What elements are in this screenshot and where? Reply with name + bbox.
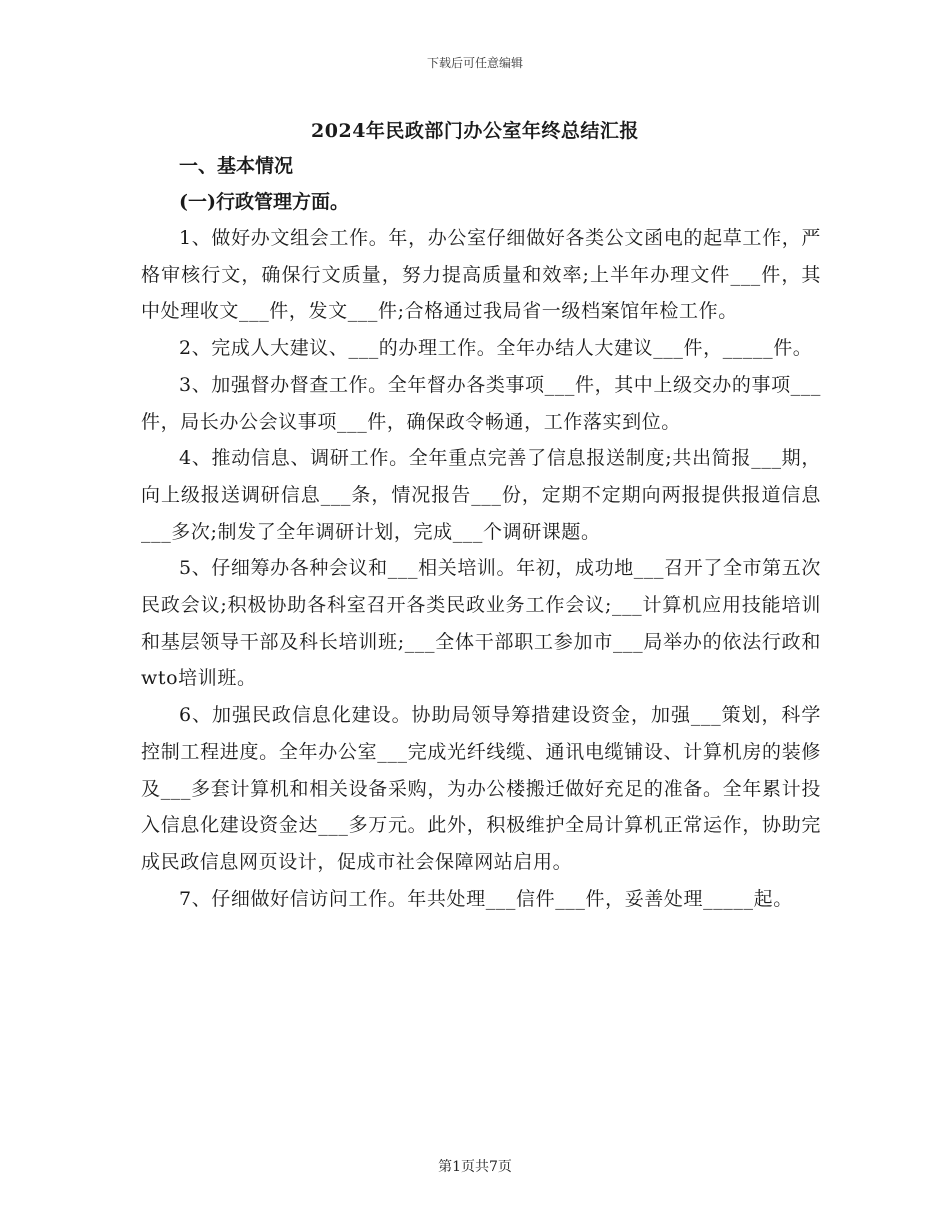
document-body [141,148,821,917]
page-number-footer: 第1页共7页 [438,1159,512,1175]
paragraph-6: 6、加强民政信息化建设。协助局领导筹措建设资金，加强___策划，科学控制工程进度。全年办公室___完成光纤线缆、通讯电缆铺设、计算机房的装修及___多套计算机和相关设备采购，为办公楼搬迁做好充足的准备。全年累计投入信息化建设资金达___多万元。此外，积极维护全局计算机正常运作，协助完成民政信息网页设计，促成市社会保障网站启用。 [141,704,821,873]
paragraph-2: 2、完成人大建议、___的办理工作。全年办结人大建议___件，_____件。 [179,337,813,360]
document-title: 2024年民政部门办公室年终总结汇报 [311,120,639,142]
paragraph-5: 5、仔细筹办各种会议和___相关培训。年初，成功地___召开了全市第五次民政会议;积极协助各科室召开各类民政业务工作会议;___计算机应用技能培训和基层领导干部及科长培训班;___全体干部职工参加市___局举办的依法行政和wto培训班。 [141,557,821,690]
paragraph-1: 1、做好办文组会工作。年，办公室仔细做好各类公文函电的起草工作，严格审核行文，确保行文质量，努力提高质量和效率;上半年办理文件___件，其中处理收文___件，发文___件;合格通过我局省一级档案馆年检工作。 [141,227,821,323]
header-note: 下载后可任意编辑 [426,56,523,70]
paragraph-7: 7、仔细做好信访问工作。年共处理___信件___件，妥善处理_____起。 [179,887,793,910]
subsection-heading: (一)行政管理方面。 [179,191,349,213]
paragraph-3: 3、加强督办督查工作。全年督办各类事项___件，其中上级交办的事项___件，局长办公会议事项___件，确保政令畅通，工作落实到位。 [141,373,821,433]
section-heading: 一、基本情况 [179,155,294,177]
paragraph-4: 4、推动信息、调研工作。全年重点完善了信息报送制度;共出简报___期，向上级报送调研信息___条，情况报告___份，定期不定期向两报提供报道信息___多次;制发了全年调研计划，完成___个调研课题。 [141,447,821,543]
